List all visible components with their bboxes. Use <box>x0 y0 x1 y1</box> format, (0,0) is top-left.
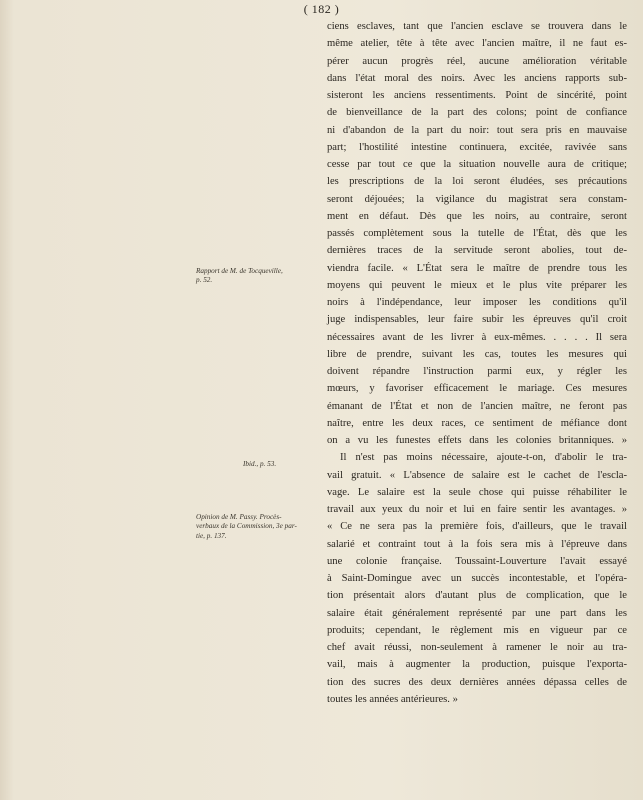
text-line: émanant de l'État et non de l'ancien maître, ne feront pas <box>327 400 627 412</box>
margin-note-line: p. 52. <box>196 276 213 285</box>
text-line: noirs à l'indépendance, leur imposer les conditions qu'il <box>327 297 627 308</box>
text-line: doivent répandre l'instruction parmi eux, y régler les <box>327 366 627 377</box>
body-text <box>327 18 627 708</box>
margin-note-tocqueville <box>196 267 324 286</box>
text-line: cesse par tout ce que la situation nouvelle aura de critique; <box>327 159 627 170</box>
text-line: même atelier, tête à tête avec l'ancien maître, il ne faut es- <box>327 38 627 50</box>
text-line: tion présentait alors d'autant plus de complication, que le <box>327 590 627 602</box>
text-line: salarié et contraint tout à la fois sera mis à l'épreuve dans <box>327 538 627 550</box>
text-line: produits; cependant, le règlement mis en vigueur par ce <box>327 624 627 636</box>
text-line: mœurs, y favoriser efficacement le mariage. Ces mesures <box>327 383 627 395</box>
text-line: libre de prendre, suivant les cas, toutes les mesures qui <box>327 348 627 360</box>
margin-note-line: tie, p. 137. <box>196 531 227 540</box>
text-line: Il n'est pas moins nécessaire, ajoute-t-on, d'abolir le tra- <box>340 452 627 464</box>
text-line: nécessaires avant de les livrer à eux-mêmes. . . . . Il sera <box>327 331 627 343</box>
text-line: chef avait réussi, non-seulement à ramener le noir au tra- <box>327 642 627 653</box>
text-line: ciens esclaves, tant que l'ancien esclave se trouvera dans le <box>327 21 627 32</box>
text-line: vail, mais à augmenter la production, puisque l'exporta- <box>327 659 627 671</box>
margin-note-line: Rapport de M. de Tocqueville, <box>196 267 283 275</box>
text-line: dernières traces de la servitude seront abolies, tout de- <box>327 245 627 257</box>
text-line: salaire était généralement représenté par une part dans les <box>327 607 627 619</box>
text-line: à Saint-Domingue avec un succès incontestable, et l'opéra- <box>327 573 627 584</box>
text-line: tion des sucres des deux dernières années dépassa celles de <box>327 676 627 688</box>
text-line: sisteront les anciens ressentiments. Point de sincérité, point <box>327 90 627 101</box>
text-line: vail gratuit. « L'absence de salaire est le cachet de l'escla- <box>327 469 627 481</box>
text-line: ment en défaut. Dès que les noirs, au contraire, seront <box>327 210 627 222</box>
text-line: « Ce ne sera pas la première fois, d'ailleurs, que le travail <box>327 521 627 533</box>
text-line: part; l'hostilité intestine continuera, excitée, ravivée sans <box>327 141 627 153</box>
margin-note-ibid <box>243 460 371 469</box>
text-line: juge indispensables, leur faire subir les épreuves qu'il croit <box>327 314 627 326</box>
page-number: ( 182 ) <box>303 2 340 16</box>
text-line: passés complètement sous la tutelle de l'État, dès que les <box>327 228 627 239</box>
text-line: de bienveillance de la part des colons; point de confiance <box>327 107 627 119</box>
text-line: travail aux yeux du noir et lui en faire sentir les avantages. » <box>327 504 627 515</box>
text-line: toutes les années antérieures. » <box>327 693 458 705</box>
margin-note-line: Ibid., p. 53. <box>243 460 277 468</box>
text-line: on a vu les funestes effets dans les colonies britanniques. » <box>327 435 627 446</box>
text-line: vage. Le salaire est la seule chose qui puisse réhabiliter le <box>327 486 627 498</box>
text-line: dans l'état moral des noirs. Avec les anciens rapports sub- <box>327 72 627 84</box>
margin-note-line: Opinion de M. Passy. Procès- <box>196 513 282 521</box>
text-line: seront déjouées; la vigilance du magistrat sera constam- <box>327 193 627 205</box>
margin-note-line: verbaux de la Commission, 3e par- <box>196 522 297 531</box>
text-line: une colonie française. Toussaint-Louverture l'avait essayé <box>327 555 627 567</box>
text-line: moyens qui peuvent le mieux et le plus vite préparer les <box>327 279 627 291</box>
text-line: ni d'abandon de la part du noir: tout sera pris en mauvaise <box>327 124 627 136</box>
text-line: naître, entre les deux races, ce sentiment de méfiance dont <box>327 417 627 429</box>
text-line: viendra facile. « L'État sera le maître de prendre tous les <box>327 262 627 274</box>
text-line: pérer aucun progrès réel, aucune amélioration véritable <box>327 55 627 67</box>
text-line: les prescriptions de la loi seront éludées, ses précautions <box>327 176 627 188</box>
margin-note-passy <box>196 513 324 541</box>
